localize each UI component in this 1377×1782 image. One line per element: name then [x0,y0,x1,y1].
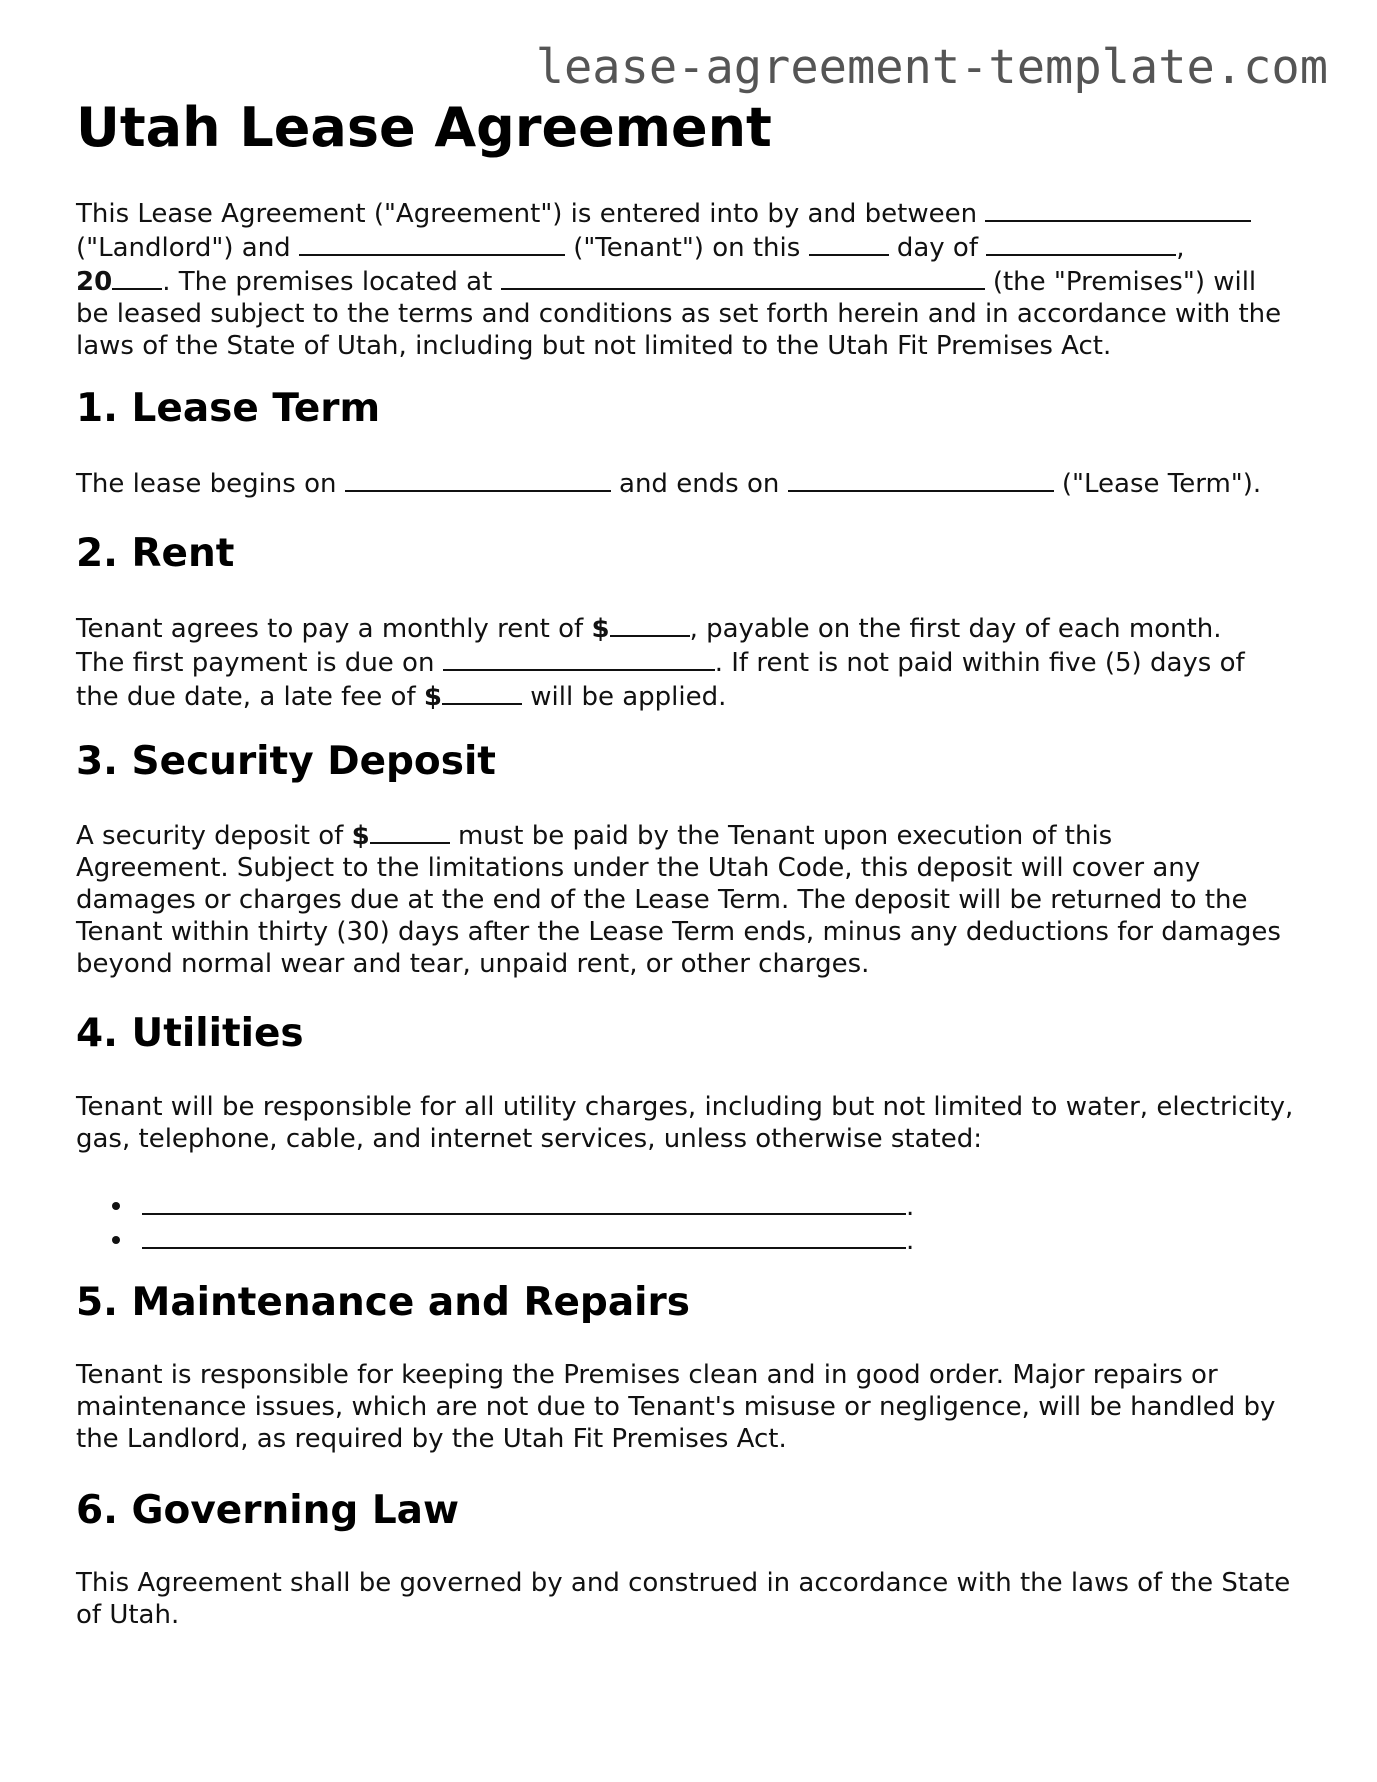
intro-line-3: 20 . The premises located at (the "Premises") will [76,264,1306,298]
late-fee-blank[interactable] [442,679,522,705]
intro-line-2: ("Landlord") and ("Tenant") on this day of , [76,230,1306,264]
utilities-paragraph: Tenant will be responsible for all utility charges, including but not limited to water, electricity, gas, telephone, cable, and internet services, unless otherwise stated: [76,1092,1294,1154]
section-heading-rent: 2. Rent [76,531,235,576]
month-blank[interactable] [986,230,1176,256]
governing-law-paragraph: This Agreement shall be governed by and construed in accordance with the laws of the State of Utah. [76,1568,1291,1630]
premises-address-blank[interactable] [501,264,985,290]
list-item: . [76,1189,914,1223]
lease-end-blank[interactable] [788,466,1054,492]
rent-line-3: the due date, a late fee of $ will be applied. [76,679,1306,713]
utilities-exceptions-list [76,1189,914,1257]
section-heading-governing-law: 6. Governing Law [76,1488,460,1533]
maintenance-paragraph: Tenant is responsible for keeping the Premises clean and in good order. Major repairs or maintenance issues, which are not due to Tenant's misuse or negligence, will be handled by the Landlord, as required by the Utah Fit Premises Act. [76,1360,1276,1454]
first-payment-blank[interactable] [443,645,715,671]
intro-rest: be leased subject to the terms and conditions as set forth herein and in accordance with the laws of the State of Utah, including but not limited to the Utah Fit Premises Act. [76,299,1282,361]
intro-line-1: This Lease Agreement ("Agreement") is entered into by and between [76,196,1306,230]
rent-line-1: Tenant agrees to pay a monthly rent of $ , payable on the first day of each month. [76,611,1306,645]
rent-paragraph [76,611,1306,713]
section-heading-lease-term: 1. Lease Term [76,386,381,431]
utility-exception-blank[interactable] [142,1189,906,1215]
monthly-rent-blank[interactable] [610,611,690,637]
site-watermark: lease-agreement-template.com [535,40,1328,95]
landlord-name-blank[interactable] [985,196,1251,222]
lease-start-blank[interactable] [345,466,611,492]
section-heading-security-deposit: 3. Security Deposit [76,739,496,784]
year-blank[interactable] [112,264,162,290]
list-item: . [76,1223,914,1257]
deposit-amount-blank[interactable] [370,818,450,844]
intro-paragraph [76,196,1306,362]
lease-term-paragraph: The lease begins on and ends on ("Lease Term"). [76,466,1306,500]
deposit-rest: Agreement. Subject to the limitations under the Utah Code, this deposit will cover any damages or charges due at the end of the Lease Term. The deposit will be returned to the Tenant within thirty (30) days after the Lease Term ends, minus any deductions for damages beyond normal wear and tear, unpaid rent, or other charges. [76,853,1281,979]
deposit-line-1: A security deposit of $ must be paid by the Tenant upon execution of this [76,818,1306,852]
deposit-paragraph [76,818,1306,980]
section-heading-utilities: 4. Utilities [76,1011,304,1056]
utility-exception-blank[interactable] [142,1223,906,1249]
rent-line-2: The first payment is due on . If rent is not paid within five (5) days of [76,645,1306,679]
page-title: Utah Lease Agreement [76,96,772,159]
tenant-name-blank[interactable] [299,230,565,256]
day-blank[interactable] [809,230,889,256]
section-heading-maintenance: 5. Maintenance and Repairs [76,1280,690,1325]
